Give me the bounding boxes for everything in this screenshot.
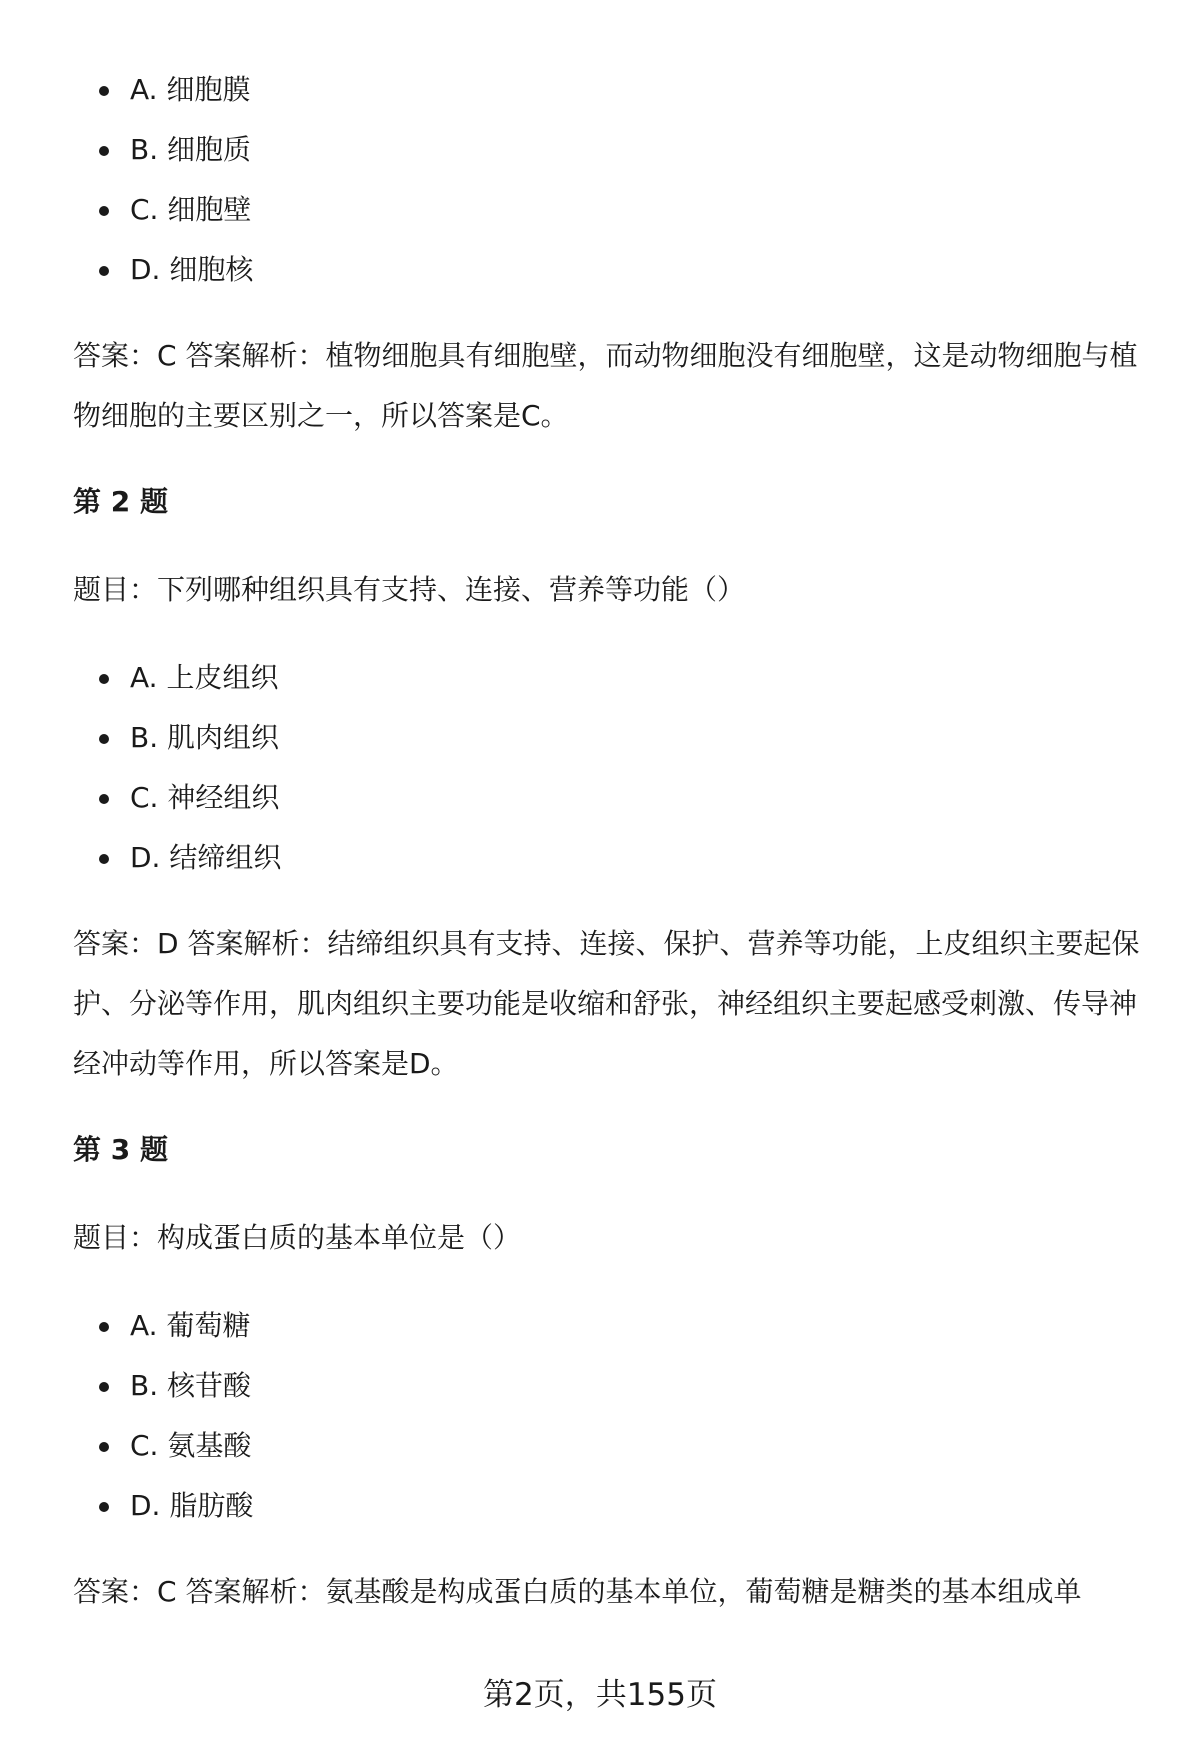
q2-heading: 第 2 题 <box>73 485 168 518</box>
q1-option-b: B. 细胞质 <box>73 120 1153 180</box>
q1-option-d: D. 细胞核 <box>73 240 1153 300</box>
q1-answer: 答案：C 答案解析：植物细胞具有细胞壁，而动物细胞没有细胞壁，这是动物细胞与植物细胞的主要区别之一，所以答案是C。 <box>73 339 1138 432</box>
page-number-footer: 第2页，共155页 <box>483 1677 717 1713</box>
q3-option-b: B. 核苷酸 <box>73 1356 1153 1416</box>
q3-options <box>73 1296 1153 1536</box>
q2-option-c: C. 神经组织 <box>73 768 1153 828</box>
q2-stem: 题目：下列哪种组织具有支持、连接、营养等功能（） <box>73 573 746 606</box>
q3-stem: 题目：构成蛋白质的基本单位是（） <box>73 1221 522 1254</box>
q2-answer: 答案：D 答案解析：结缔组织具有支持、连接、保护、营养等功能，上皮组织主要起保护、分泌等作用，肌肉组织主要功能是收缩和舒张，神经组织主要起感受刺激、传导神经冲动等作用，所以答案是D。 <box>73 927 1140 1080</box>
q3-answer: 答案：C 答案解析：氨基酸是构成蛋白质的基本单位，葡萄糖是糖类的基本组成单 <box>73 1575 1082 1608</box>
q2-option-d: D. 结缔组织 <box>73 828 1153 888</box>
q1-option-c: C. 细胞壁 <box>73 180 1153 240</box>
q3-heading: 第 3 题 <box>73 1133 168 1166</box>
q2-option-a: A. 上皮组织 <box>73 648 1153 708</box>
q3-option-c: C. 氨基酸 <box>73 1416 1153 1476</box>
q3-option-a: A. 葡萄糖 <box>73 1296 1153 1356</box>
q1-options <box>73 60 1153 300</box>
q2-options <box>73 648 1153 888</box>
q2-option-b: B. 肌肉组织 <box>73 708 1153 768</box>
q3-option-d: D. 脂肪酸 <box>73 1476 1153 1536</box>
q1-option-a: A. 细胞膜 <box>73 60 1153 120</box>
page-content <box>73 60 1153 1622</box>
